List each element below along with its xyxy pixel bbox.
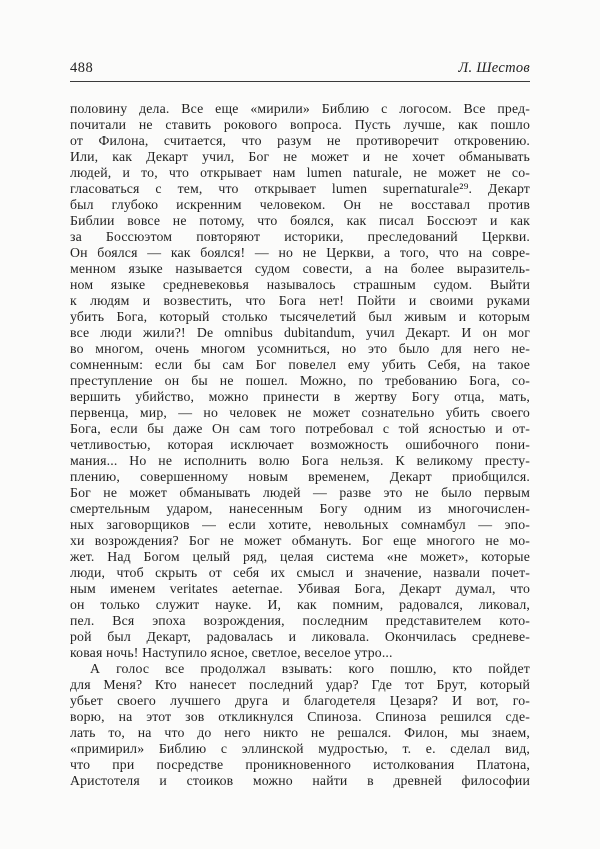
text-line: ворю, на этот зов откликнулся Спиноза. Спиноза решился сде- bbox=[70, 709, 530, 724]
text-line: преступление он бы не пошел. Можно, по требованию Бога, со- bbox=[70, 373, 530, 388]
text-line: А голос все продолжал взывать: кого пошлю, кто пойдет bbox=[90, 661, 530, 676]
text-line: жет. Над Богом целый ряд, целая система «не может», которые bbox=[70, 549, 530, 564]
text-line: половину дела. Все еще «мирили» Библию с логосом. Все пред- bbox=[70, 101, 530, 116]
text-line: что при посредстве проникновенного истолкования Платона, bbox=[70, 757, 530, 772]
text-line: во многом, очень многом усомниться, но это было для него не- bbox=[70, 341, 530, 356]
text-line: убьет своего лучшего друга и благодетеля Цезаря? И вот, го- bbox=[70, 693, 530, 708]
paragraph bbox=[70, 661, 530, 789]
text-line: ковая ночь! Наступило ясное, светлое, веселое утро... bbox=[70, 645, 393, 660]
text-line: Аристотеля и стоиков можно найти в древней философии bbox=[70, 773, 530, 788]
text-line: людей, и то, что открывает нам lumen naturale, не может не со- bbox=[70, 165, 530, 180]
page-number: 488 bbox=[70, 60, 94, 76]
body-text bbox=[70, 101, 530, 789]
text-line: хи возрождения? Бог не может обмануть. Бог еще многого не мо- bbox=[70, 533, 530, 548]
text-line: плению, совершенному новым временем, Декарт приобщился. bbox=[70, 469, 530, 484]
text-line: от Филона, считается, что разум не противоречит откровению. bbox=[70, 133, 530, 148]
text-line: убить Бога, который столько тысячелетий был живым и которым bbox=[70, 309, 530, 324]
text-line: сомненным: если бы сам Бог повелел ему убить Себя, на такое bbox=[70, 357, 530, 372]
text-line: к людям и возвестить, что Бога нет! Пойти и своими руками bbox=[70, 293, 530, 308]
text-line: ных заговорщиков — если хотите, невольных сомнамбул — эпо- bbox=[70, 517, 530, 532]
paragraph bbox=[70, 101, 530, 661]
text-line: за Боссюэтом повторяют историки, преследований Церкви. bbox=[70, 229, 530, 244]
text-line: четливостью, которая исключает возможность ошибочного пони- bbox=[70, 437, 530, 452]
text-line: Он боялся — как боялся! — но не Церкви, а того, что на совре- bbox=[70, 245, 530, 260]
author-name: Л. Шестов bbox=[458, 60, 530, 76]
text-line: он только служит науке. И, как помним, радовался, ликовал, bbox=[70, 597, 530, 612]
header-rule bbox=[70, 81, 530, 82]
text-line: «примирил» Библию с эллинской мудростью, т. е. сделал вид, bbox=[70, 741, 530, 756]
text-line: ным именем veritates aeternae. Убивая Бога, Декарт думал, что bbox=[70, 581, 530, 596]
text-line: смертельным ударом, нанесенным Богу одним из многочислен- bbox=[70, 501, 530, 516]
text-line: пел. Вся эпоха возрождения, последним представителем кото- bbox=[70, 613, 530, 628]
text-line: мания... Но не исполнить волю Бога нельзя. К великому престу- bbox=[70, 453, 530, 468]
text-line: гласоваться с тем, что открывает lumen supernaturale²⁹. Декарт bbox=[70, 181, 530, 196]
text-line: Библии вовсе не потому, что боялся, как писал Боссюэт и как bbox=[70, 213, 530, 228]
text-line: ном языке средневековья называлось страшным судом. Выйти bbox=[70, 277, 530, 292]
text-line: был глубоко искренним человеком. Он не восставал против bbox=[70, 197, 530, 212]
text-line: почитали не ставить рокового вопроса. Пусть лучше, как пошло bbox=[70, 117, 530, 132]
text-line: Или, как Декарт учил, Бог не может и не хочет обманывать bbox=[70, 149, 530, 164]
text-line: все люди жили?! De omnibus dubitandum, учил Декарт. И он мог bbox=[70, 325, 530, 340]
text-line: для Меня? Кто нанесет последний удар? Где тот Брут, который bbox=[70, 677, 530, 692]
running-head bbox=[70, 60, 530, 81]
text-line: Бога, если бы даже Он сам того потребовал с той ясностью и от- bbox=[70, 421, 530, 436]
text-line: рой был Декарт, радовалась и ликовала. Окончилась средневе- bbox=[70, 629, 530, 644]
text-line: первенца, мир, — но человек не может сознательно убить своего bbox=[70, 405, 530, 420]
text-line: люди, чтоб скрыть от себя их смысл и значение, назвали почет- bbox=[70, 565, 530, 580]
text-line: менном языке называется судом совести, а на более выразитель- bbox=[70, 261, 530, 276]
text-line: лать то, на что до него никто не решался. Филон, мы знаем, bbox=[70, 725, 530, 740]
text-line: вершить убийство, можно принести в жертву Богу отца, мать, bbox=[70, 389, 530, 404]
text-line: Бог не может обманывать людей — разве это не было первым bbox=[70, 485, 530, 500]
